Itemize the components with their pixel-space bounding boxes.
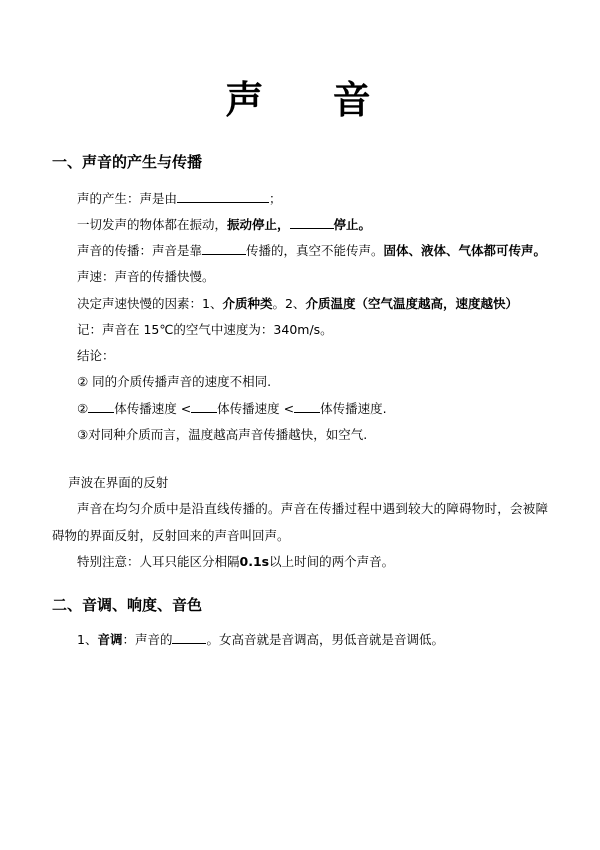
text-reflect-head: 声波在界面的反射 — [68, 475, 169, 491]
paragraph-conclusion-2 — [52, 396, 548, 422]
spacer — [52, 448, 548, 470]
text-tone-3: ：声音的 — [122, 632, 173, 648]
paragraph-special-note — [52, 549, 548, 575]
section-heading-2: 二、音调、响度、音色 — [52, 596, 203, 615]
paragraph-reflection-heading — [52, 470, 548, 496]
text-vibrate-1: 一切发声的物体都在振动， — [77, 216, 228, 232]
paragraph-speed — [52, 264, 548, 290]
fill-blank — [172, 643, 206, 644]
paragraph-conclusion-head — [52, 343, 548, 369]
fill-blank — [294, 412, 320, 413]
page-title: 声 音 — [225, 78, 399, 122]
fill-blank — [88, 412, 114, 413]
paragraph-factors — [52, 291, 548, 317]
text-c1: ② 同的介质传播声音的速度不相同. — [77, 374, 272, 390]
text-special-3: 以上时间的两个声音。 — [269, 553, 395, 569]
text-factor-2: 介质种类 — [222, 295, 273, 311]
text-factor-3: 。2、 — [272, 295, 306, 311]
paragraph-tone — [52, 627, 548, 653]
text-reflect-body: 声音在均匀介质中是沿直线传播的。声音在传播过程中遇到较大的障碍物时，会被障碍物的界面反射，反射回来的声音叫回声。 — [52, 501, 548, 543]
text-c2-c: 体传播速度 < — [217, 400, 295, 416]
text-transmit-3: 固体、液体、气体都可传声。 — [383, 243, 547, 259]
text-conclusion: 结论： — [77, 348, 115, 364]
fill-blank — [290, 228, 334, 229]
text-remember: 记：声音在 15℃的空气中速度为：340m/s。 — [77, 321, 333, 337]
text-tone-4: 。女高音就是音调高，男低音就是音调低。 — [206, 632, 444, 648]
text-transmit-2: 传播的，真空不能传声。 — [246, 243, 384, 259]
text-special-2: 0.1s — [239, 553, 270, 569]
text-factor-4: 介质温度 — [305, 295, 356, 311]
text-c3: ③对同种介质而言，温度越高声音传播越快，如空气. — [77, 426, 368, 442]
paragraph-sound-origin — [52, 186, 548, 212]
text-transmit-1: 声音的传播：声音是靠 — [77, 243, 203, 259]
paragraph-transmission — [52, 238, 548, 264]
fill-blank — [191, 412, 217, 413]
text-vibrate-2: 振动停止， — [227, 216, 290, 232]
text-tone-2: 音调 — [97, 632, 123, 648]
paragraph-reflection-body — [52, 496, 548, 549]
text-tone-1: 1、 — [77, 632, 98, 648]
text-factor-5: （空气温度越高，速度越快） — [355, 295, 518, 311]
text-c2-b: 体传播速度 < — [114, 400, 192, 416]
text-vibrate-3: 停止。 — [333, 216, 372, 232]
text-speed: 声速：声音的传播快慢。 — [77, 269, 215, 285]
fill-blank — [202, 254, 246, 255]
text-c2-d: 体传播速度. — [320, 400, 387, 416]
section-heading-1: 一、声音的产生与传播 — [52, 152, 203, 171]
text-c2-a: ② — [77, 400, 89, 416]
paragraph-vibration — [52, 212, 548, 238]
paragraph-conclusion-1 — [52, 369, 548, 395]
text-sound-origin-post: ； — [269, 190, 282, 206]
paragraph-remember — [52, 317, 548, 343]
paragraph-conclusion-3 — [52, 422, 548, 448]
fill-blank — [177, 202, 269, 203]
text-sound-origin-pre: 声的产生：声是由 — [77, 190, 178, 206]
text-factor-1: 决定声速快慢的因素：1、 — [77, 295, 223, 311]
text-special-1: 特别注意：人耳只能区分相隔 — [77, 553, 240, 569]
